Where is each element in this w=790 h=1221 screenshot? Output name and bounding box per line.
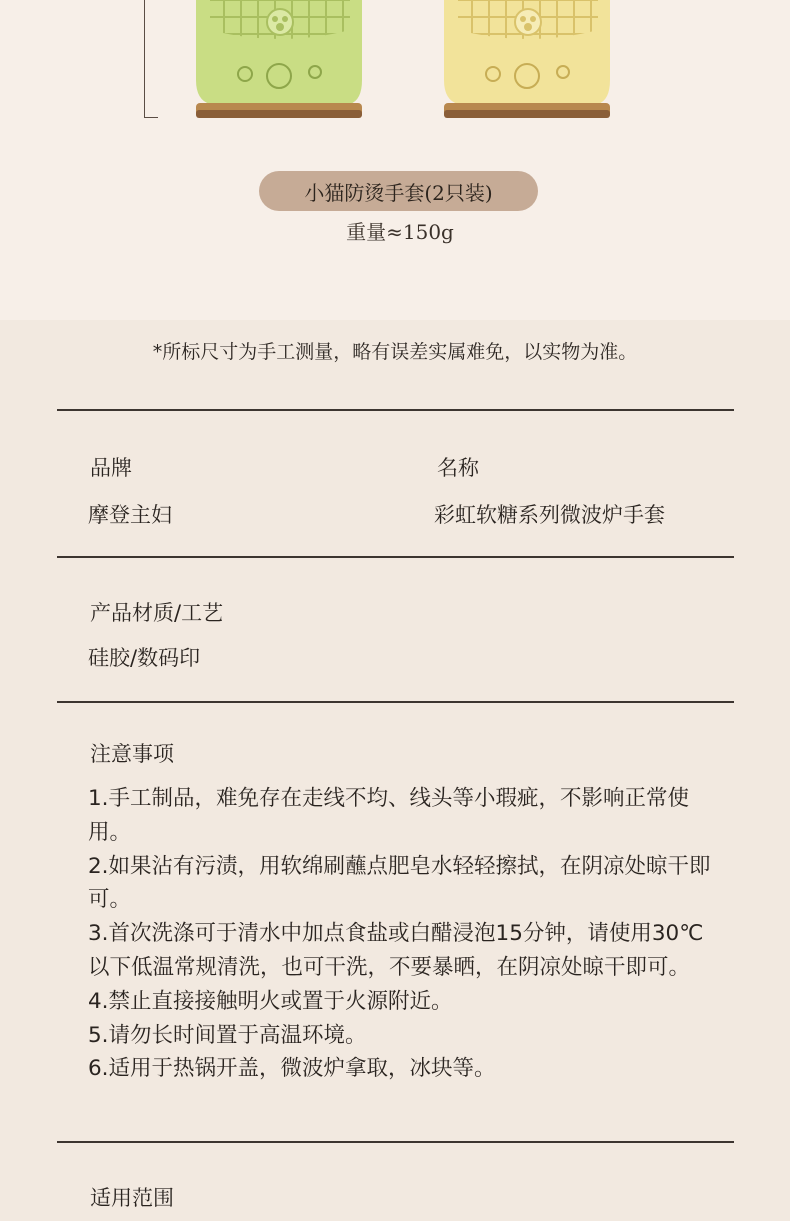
notes-title: 注意事项	[90, 742, 174, 766]
measurement-disclaimer: *所标尺寸为手工测量，略有误差实属难免，以实物为准。	[152, 341, 638, 363]
green-glove-image	[190, 0, 370, 126]
product-image-area	[0, 0, 790, 320]
note-item: 2.如果沾有污渍，用软绵刷蘸点肥皂水轻轻擦拭，在阴凉处晾干即可。	[88, 853, 711, 913]
name-value: 彩虹软糖系列微波炉手套	[434, 503, 665, 527]
brand-value: 摩登主妇	[88, 503, 172, 527]
divider	[57, 701, 734, 703]
product-weight: 重量≈150g	[346, 220, 454, 244]
dimension-line	[144, 0, 158, 118]
product-name-tag: 小猫防烫手套(2只装)	[259, 171, 538, 211]
brand-label: 品牌	[90, 456, 132, 480]
note-item: 5.请勿长时间置于高温环境。	[88, 1022, 367, 1048]
divider	[57, 1141, 734, 1143]
note-item: 6.适用于热锅开盖，微波炉拿取，冰块等。	[88, 1056, 496, 1082]
notes-list	[88, 782, 718, 1086]
yellow-glove-image	[438, 0, 618, 126]
note-item: 3.首次洗涤可于清水中加点食盐或白醋浸泡15分钟，请使用30℃以下低温常规清洗，也可干洗，不要暴晒，在阴凉处晾干即可。	[88, 921, 704, 980]
note-item: 1.手工制品，难免存在走线不均、线头等小瑕疵，不影响正常使用。	[88, 786, 690, 845]
usage-title: 适用范围	[90, 1186, 174, 1210]
note-item: 4.禁止直接接触明火或置于火源附近。	[88, 988, 453, 1014]
name-label: 名称	[437, 456, 479, 480]
divider	[57, 409, 734, 411]
divider	[57, 556, 734, 558]
material-label: 产品材质/工艺	[90, 601, 224, 625]
material-value: 硅胶/数码印	[88, 646, 201, 670]
